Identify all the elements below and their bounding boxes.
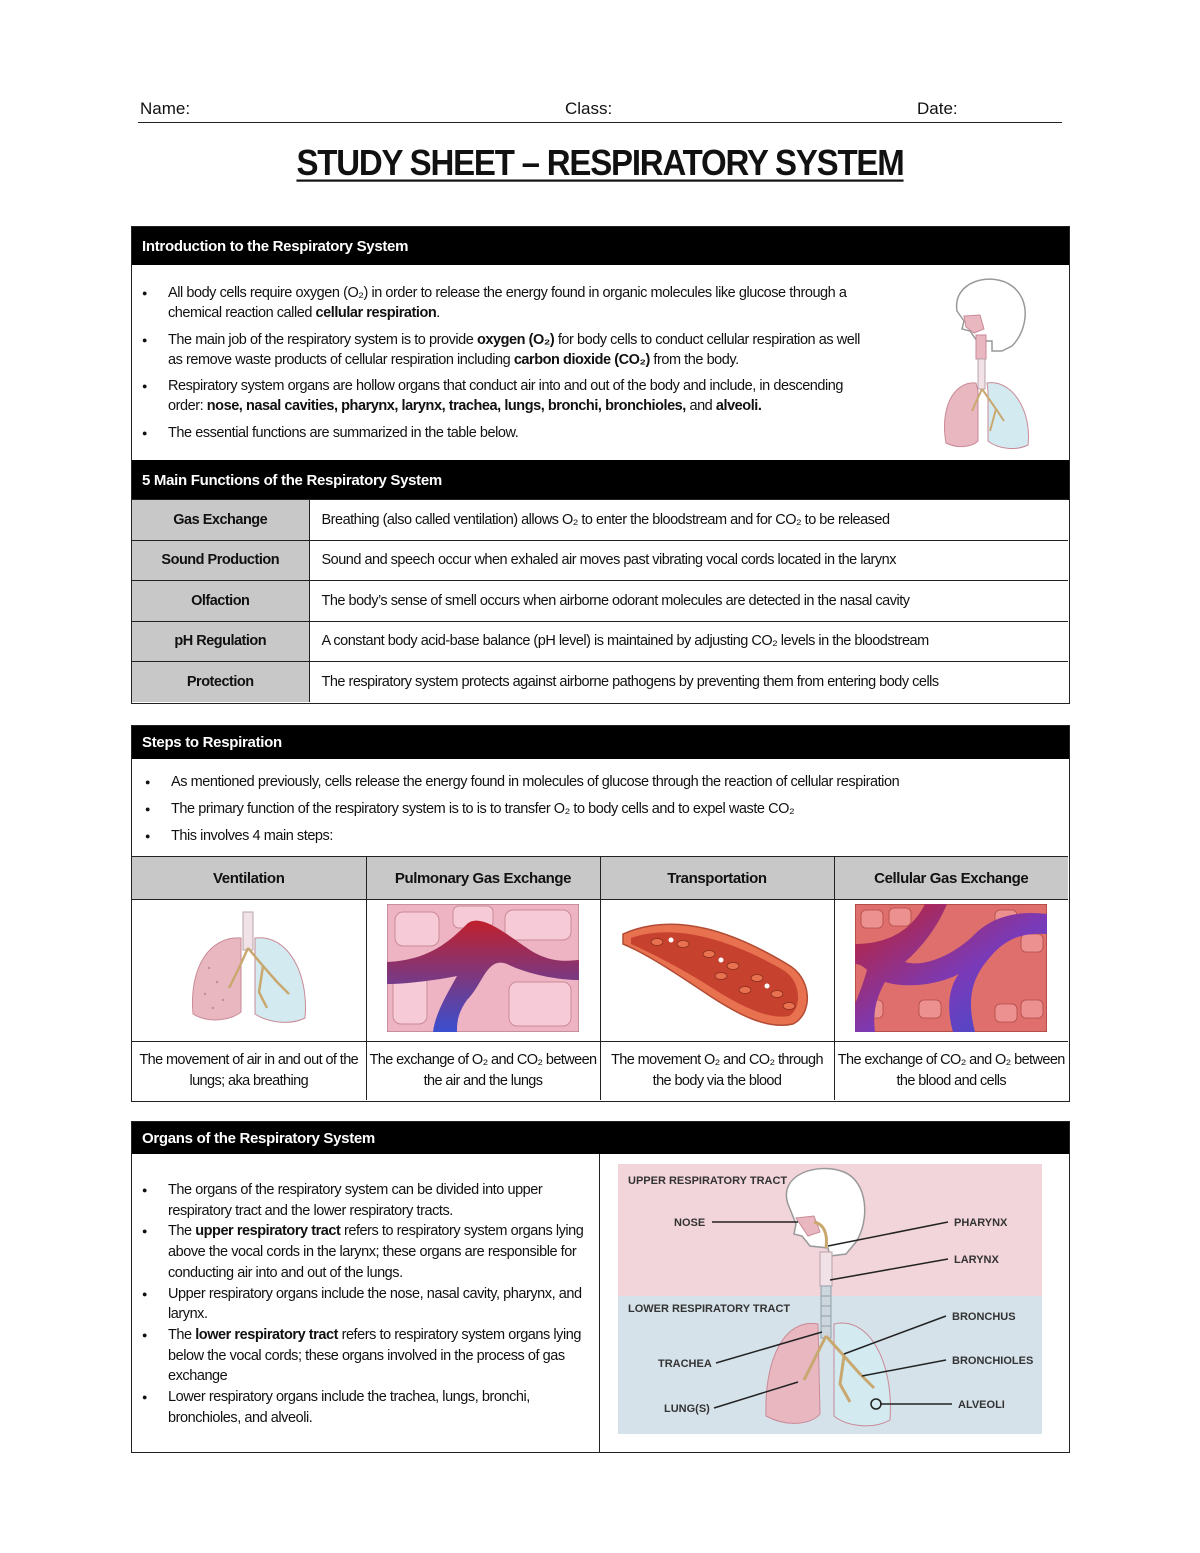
table-row bbox=[132, 621, 1068, 662]
larynx-label: LARYNX bbox=[954, 1254, 999, 1266]
lungs-illustration bbox=[179, 908, 319, 1028]
list-item bbox=[132, 376, 872, 416]
blood-vessel-illustration bbox=[617, 904, 817, 1032]
steps-table bbox=[132, 856, 1068, 1100]
name-label: Name: bbox=[140, 99, 191, 118]
table-row bbox=[132, 1042, 1068, 1100]
organs-bullet-3-bold: lower respiratory tract bbox=[195, 1326, 338, 1343]
organs-bullet-3-end: refers to respiratory system organs lying below the vocal cords; these organs involved in the process of gas exchange bbox=[168, 1326, 581, 1385]
table-row bbox=[132, 857, 1068, 900]
respiratory-system-figure bbox=[932, 271, 1042, 453]
list-item bbox=[132, 283, 872, 323]
step-title-ventilation: Ventilation bbox=[132, 857, 366, 900]
column-divider bbox=[599, 1154, 600, 1452]
pharynx-label: PHARYNX bbox=[954, 1217, 1008, 1229]
intro-heading: Introduction to the Respiratory System bbox=[132, 227, 1069, 265]
intro-bullet-3-text: The essential functions are summarized in the table below. bbox=[168, 424, 519, 441]
bronchus-label: BRONCHUS bbox=[952, 1311, 1016, 1323]
table-row bbox=[132, 900, 1068, 1042]
functions-heading: 5 Main Functions of the Respiratory System bbox=[132, 460, 1069, 500]
list-item bbox=[132, 1284, 592, 1325]
intro-bullet-2-bold-a: nose, nasal cavities, pharynx, larynx, trachea, lungs, bronchi, bronchioles, bbox=[206, 398, 686, 414]
intro-bullet-0-text: All body cells require oxygen (O₂) in order to release the energy found in organic molecules like glucose through a chemical reaction called bbox=[168, 285, 847, 321]
function-desc: A constant body acid-base balance (pH level) is maintained by adjusting CO₂ levels in the bloodstream bbox=[309, 621, 1068, 662]
steps-section bbox=[131, 725, 1070, 1102]
transportation-image-cell bbox=[600, 900, 834, 1042]
alveoli-capillary-illustration bbox=[387, 904, 579, 1032]
organs-section bbox=[131, 1121, 1070, 1453]
intro-bullet-2-text: Respiratory system organs are hollow organs that conduct air into and out of the body and include, in descending order: bbox=[168, 378, 844, 414]
class-label: Class: bbox=[565, 99, 613, 118]
list-item: ● The primary function of the respiratory system is to is to transfer O₂ to body cells and to expel waste CO₂ bbox=[135, 799, 1055, 819]
intro-bullet-0-end: . bbox=[436, 305, 440, 321]
table-row bbox=[132, 581, 1068, 622]
list-item: ● This involves 4 main steps: bbox=[135, 826, 1055, 846]
page-title bbox=[0, 142, 1200, 184]
function-name: Sound Production bbox=[132, 540, 309, 581]
table-row bbox=[132, 540, 1068, 581]
intro-bullet-1-text: The main job of the respiratory system is to provide bbox=[168, 331, 477, 348]
list-item bbox=[132, 423, 872, 443]
organs-bullet-1-bold: upper respiratory tract bbox=[195, 1223, 341, 1240]
bronchioles-label: BRONCHIOLES bbox=[952, 1355, 1034, 1367]
alveoli-label: ALVEOLI bbox=[958, 1399, 1005, 1411]
function-name: Protection bbox=[132, 662, 309, 703]
student-info-line bbox=[138, 99, 1062, 123]
step-caption-cellular: The exchange of CO₂ and O₂ between the blood and cells bbox=[834, 1042, 1068, 1100]
function-desc: Sound and speech occur when exhaled air moves past vibrating vocal cords located in the larynx bbox=[309, 540, 1068, 581]
organs-bullet-2-text: Upper respiratory organs include the nose, nasal cavity, pharynx, and larynx. bbox=[168, 1285, 582, 1323]
organs-bullet-1-text: The bbox=[168, 1223, 196, 1240]
lungs-label: LUNG(S) bbox=[664, 1403, 710, 1415]
intro-bullet-1-end: from the body. bbox=[649, 351, 739, 368]
intro-bullet-0-bold: cellular respiration bbox=[315, 305, 437, 321]
organs-bullet-0-text: The organs of the respiratory system can be divided into upper respiratory tract and the lower respiratory tracts. bbox=[168, 1182, 543, 1219]
organs-heading: Organs of the Respiratory System bbox=[132, 1122, 1069, 1154]
organs-bullet-4-text: Lower respiratory organs include the trachea, lungs, bronchi, bronchioles, and alveoli. bbox=[168, 1389, 530, 1426]
nose-label: NOSE bbox=[674, 1217, 706, 1229]
cellular-image-cell bbox=[834, 900, 1068, 1042]
organs-bullet-1-end: refers to respiratory system organs lying above the vocal cords in the larynx; these organs are responsible for conducting air into and out of the lungs. bbox=[168, 1223, 584, 1281]
organs-bullet-3-text: The bbox=[168, 1326, 196, 1343]
upper-tract-label: UPPER RESPIRATORY TRACT bbox=[628, 1175, 788, 1187]
intro-bullet-1-bold-a: oxygen (O₂) bbox=[477, 331, 555, 348]
ventilation-image-cell bbox=[132, 900, 366, 1042]
intro-bullet-2-bold-b: alveoli. bbox=[715, 398, 762, 414]
intro-bullet-list bbox=[132, 283, 872, 449]
step-title-transportation: Transportation bbox=[600, 857, 834, 900]
step-title-pulmonary: Pulmonary Gas Exchange bbox=[366, 857, 600, 900]
table-row bbox=[132, 662, 1068, 703]
step-caption-pulmonary: The exchange of O₂ and CO₂ between the air and the lungs bbox=[366, 1042, 600, 1100]
function-desc: Breathing (also called ventilation) allows O₂ to enter the bloodstream and for CO₂ to be released bbox=[309, 500, 1068, 541]
steps-heading: Steps to Respiration bbox=[132, 726, 1069, 759]
date-label: Date: bbox=[917, 99, 958, 118]
intro-section bbox=[131, 226, 1070, 704]
step-caption-ventilation: The movement of air in and out of the lungs; aka breathing bbox=[132, 1042, 366, 1100]
respiratory-tract-diagram bbox=[618, 1164, 1042, 1434]
lower-tract-label: LOWER RESPIRATORY TRACT bbox=[628, 1303, 791, 1315]
pulmonary-image-cell bbox=[366, 900, 600, 1042]
function-desc: The body’s sense of smell occurs when airborne odorant molecules are detected in the nasal cavity bbox=[309, 581, 1068, 622]
intro-bullet-1-bold-b: carbon dioxide (CO₂) bbox=[513, 351, 650, 368]
step-caption-transportation: The movement O₂ and CO₂ through the body via the blood bbox=[600, 1042, 834, 1100]
list-item: ● As mentioned previously, cells release the energy found in molecules of glucose through the reaction of cellular respiration bbox=[135, 772, 1055, 792]
list-item bbox=[132, 330, 872, 370]
function-name: Olfaction bbox=[132, 581, 309, 622]
function-name: pH Regulation bbox=[132, 621, 309, 662]
steps-bullet-list bbox=[135, 772, 1055, 853]
list-item bbox=[132, 1180, 592, 1221]
list-item bbox=[132, 1221, 592, 1283]
tissue-capillary-illustration bbox=[855, 904, 1047, 1032]
intro-bullet-1-mid: for body cells to conduct cellular respiration as well as remove waste products of cellular respiration including bbox=[168, 331, 860, 368]
function-desc: The respiratory system protects against airborne pathogens by preventing them from entering body cells bbox=[309, 662, 1068, 703]
functions-table bbox=[132, 499, 1068, 702]
intro-bullet-2-mid: and bbox=[685, 398, 716, 414]
page-title-text: STUDY SHEET – RESPIRATORY SYSTEM bbox=[296, 142, 904, 183]
step-title-cellular: Cellular Gas Exchange bbox=[834, 857, 1068, 900]
list-item bbox=[132, 1325, 592, 1387]
table-row bbox=[132, 500, 1068, 541]
list-item bbox=[132, 1387, 592, 1428]
function-name: Gas Exchange bbox=[132, 500, 309, 541]
trachea-label: TRACHEA bbox=[658, 1358, 712, 1370]
organs-bullet-list bbox=[132, 1180, 592, 1428]
